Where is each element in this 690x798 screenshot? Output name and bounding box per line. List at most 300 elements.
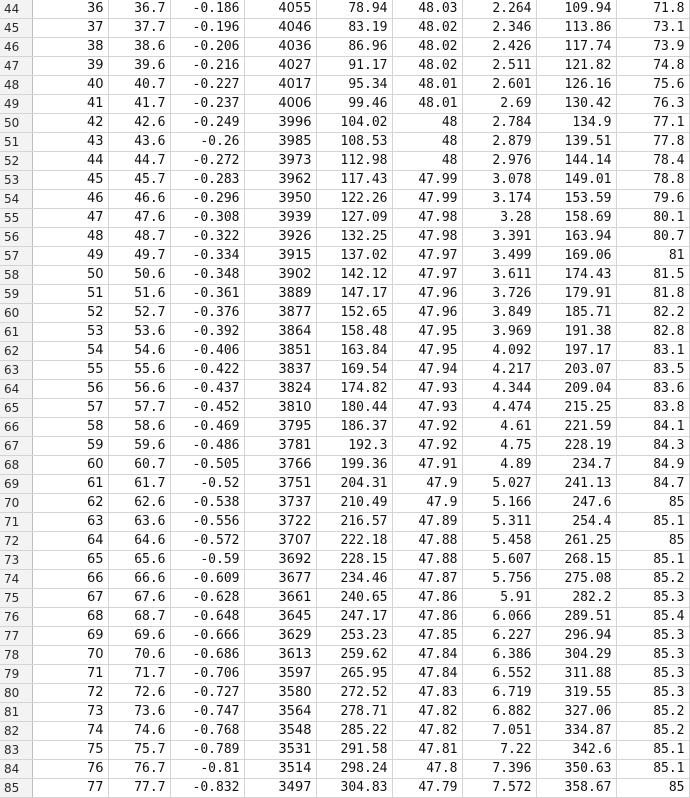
table-cell[interactable]: 3722 xyxy=(244,513,316,532)
table-cell[interactable]: 350.63 xyxy=(536,760,616,779)
table-cell[interactable]: 75.7 xyxy=(108,741,170,760)
table-cell[interactable]: 85.2 xyxy=(616,722,689,741)
table-cell[interactable]: -0.59 xyxy=(170,551,244,570)
table-cell[interactable]: 158.69 xyxy=(536,209,616,228)
table-cell[interactable]: 2.879 xyxy=(462,133,536,152)
row-header[interactable]: 54 xyxy=(0,190,32,209)
table-cell[interactable]: 163.84 xyxy=(316,342,392,361)
table-cell[interactable]: 261.25 xyxy=(536,532,616,551)
table-cell[interactable]: 3.969 xyxy=(462,323,536,342)
table-cell[interactable]: 3514 xyxy=(244,760,316,779)
table-cell[interactable]: 48.01 xyxy=(392,95,462,114)
table-cell[interactable]: 3973 xyxy=(244,152,316,171)
row-header[interactable]: 76 xyxy=(0,608,32,627)
table-cell[interactable]: -0.832 xyxy=(170,779,244,798)
table-cell[interactable]: 85.1 xyxy=(616,760,689,779)
table-cell[interactable]: 47.97 xyxy=(392,247,462,266)
table-cell[interactable]: 3877 xyxy=(244,304,316,323)
table-cell[interactable]: 58.6 xyxy=(108,418,170,437)
table-cell[interactable]: 342.6 xyxy=(536,741,616,760)
table-cell[interactable]: 52.7 xyxy=(108,304,170,323)
table-cell[interactable]: 47.79 xyxy=(392,779,462,798)
table-cell[interactable]: 191.38 xyxy=(536,323,616,342)
table-cell[interactable]: 3597 xyxy=(244,665,316,684)
row-header[interactable]: 52 xyxy=(0,152,32,171)
table-cell[interactable]: 282.2 xyxy=(536,589,616,608)
table-cell[interactable]: 6.552 xyxy=(462,665,536,684)
table-cell[interactable]: 241.13 xyxy=(536,475,616,494)
table-cell[interactable]: 3902 xyxy=(244,266,316,285)
table-cell[interactable]: 47.97 xyxy=(392,266,462,285)
table-cell[interactable]: -0.26 xyxy=(170,133,244,152)
table-cell[interactable]: 48.02 xyxy=(392,19,462,38)
table-cell[interactable]: 152.65 xyxy=(316,304,392,323)
table-cell[interactable]: 76.3 xyxy=(616,95,689,114)
table-cell[interactable]: 2.511 xyxy=(462,57,536,76)
table-cell[interactable]: 76 xyxy=(32,760,108,779)
table-cell[interactable]: 278.71 xyxy=(316,703,392,722)
row-header[interactable]: 71 xyxy=(0,513,32,532)
table-cell[interactable]: 186.37 xyxy=(316,418,392,437)
table-cell[interactable]: 204.31 xyxy=(316,475,392,494)
table-cell[interactable]: 50 xyxy=(32,266,108,285)
table-cell[interactable]: 47.99 xyxy=(392,190,462,209)
table-cell[interactable]: 40 xyxy=(32,76,108,95)
table-cell[interactable]: 47.96 xyxy=(392,285,462,304)
table-cell[interactable]: 240.65 xyxy=(316,589,392,608)
row-header[interactable]: 70 xyxy=(0,494,32,513)
table-cell[interactable]: 47.86 xyxy=(392,589,462,608)
table-cell[interactable]: 42.6 xyxy=(108,114,170,133)
table-cell[interactable]: 3.174 xyxy=(462,190,536,209)
table-cell[interactable]: 46.6 xyxy=(108,190,170,209)
table-cell[interactable]: 47.86 xyxy=(392,608,462,627)
table-cell[interactable]: 7.396 xyxy=(462,760,536,779)
table-cell[interactable]: 47.98 xyxy=(392,228,462,247)
table-cell[interactable]: 5.756 xyxy=(462,570,536,589)
table-cell[interactable]: 3864 xyxy=(244,323,316,342)
table-cell[interactable]: 49.7 xyxy=(108,247,170,266)
table-cell[interactable]: 4006 xyxy=(244,95,316,114)
table-cell[interactable]: 47.85 xyxy=(392,627,462,646)
table-cell[interactable]: 84.3 xyxy=(616,437,689,456)
table-cell[interactable]: -0.361 xyxy=(170,285,244,304)
table-cell[interactable]: 47.9 xyxy=(392,475,462,494)
row-header[interactable]: 84 xyxy=(0,760,32,779)
table-cell[interactable]: 47.8 xyxy=(392,760,462,779)
table-cell[interactable]: 73.9 xyxy=(616,38,689,57)
table-cell[interactable]: 6.066 xyxy=(462,608,536,627)
table-cell[interactable]: 55 xyxy=(32,361,108,380)
table-cell[interactable]: 319.55 xyxy=(536,684,616,703)
table-cell[interactable]: 199.36 xyxy=(316,456,392,475)
table-cell[interactable]: 69.6 xyxy=(108,627,170,646)
table-cell[interactable]: 85.3 xyxy=(616,665,689,684)
table-cell[interactable]: 3751 xyxy=(244,475,316,494)
row-header[interactable]: 82 xyxy=(0,722,32,741)
row-header[interactable]: 46 xyxy=(0,38,32,57)
table-cell[interactable]: 47.84 xyxy=(392,646,462,665)
table-cell[interactable]: 4055 xyxy=(244,0,316,19)
table-cell[interactable]: -0.572 xyxy=(170,532,244,551)
table-cell[interactable]: 84.1 xyxy=(616,418,689,437)
table-cell[interactable]: 47.9 xyxy=(392,494,462,513)
table-cell[interactable]: 4017 xyxy=(244,76,316,95)
table-cell[interactable]: 83.6 xyxy=(616,380,689,399)
table-cell[interactable]: 85.3 xyxy=(616,589,689,608)
table-cell[interactable]: 3915 xyxy=(244,247,316,266)
table-cell[interactable]: -0.538 xyxy=(170,494,244,513)
table-cell[interactable]: -0.406 xyxy=(170,342,244,361)
table-cell[interactable]: -0.706 xyxy=(170,665,244,684)
table-cell[interactable]: 47.98 xyxy=(392,209,462,228)
table-cell[interactable]: 77 xyxy=(32,779,108,798)
table-cell[interactable]: 75 xyxy=(32,741,108,760)
table-cell[interactable]: 47.93 xyxy=(392,380,462,399)
table-cell[interactable]: -0.628 xyxy=(170,589,244,608)
table-cell[interactable]: -0.249 xyxy=(170,114,244,133)
table-cell[interactable]: 108.53 xyxy=(316,133,392,152)
table-cell[interactable]: -0.556 xyxy=(170,513,244,532)
table-cell[interactable]: 53 xyxy=(32,323,108,342)
table-cell[interactable]: 4.474 xyxy=(462,399,536,418)
row-header[interactable]: 81 xyxy=(0,703,32,722)
row-header[interactable]: 68 xyxy=(0,456,32,475)
table-cell[interactable]: 3661 xyxy=(244,589,316,608)
table-cell[interactable]: 37 xyxy=(32,19,108,38)
table-cell[interactable]: -0.666 xyxy=(170,627,244,646)
table-cell[interactable]: 78.4 xyxy=(616,152,689,171)
table-cell[interactable]: 3795 xyxy=(244,418,316,437)
table-cell[interactable]: 57.7 xyxy=(108,399,170,418)
table-cell[interactable]: 147.17 xyxy=(316,285,392,304)
table-cell[interactable]: -0.768 xyxy=(170,722,244,741)
table-cell[interactable]: 272.52 xyxy=(316,684,392,703)
table-cell[interactable]: 3629 xyxy=(244,627,316,646)
table-cell[interactable]: 71.7 xyxy=(108,665,170,684)
table-cell[interactable]: -0.437 xyxy=(170,380,244,399)
table-cell[interactable]: 153.59 xyxy=(536,190,616,209)
row-header[interactable]: 51 xyxy=(0,133,32,152)
table-cell[interactable]: 3707 xyxy=(244,532,316,551)
table-cell[interactable]: 185.71 xyxy=(536,304,616,323)
table-cell[interactable]: -0.392 xyxy=(170,323,244,342)
table-cell[interactable]: -0.52 xyxy=(170,475,244,494)
table-cell[interactable]: 60 xyxy=(32,456,108,475)
table-cell[interactable]: 67 xyxy=(32,589,108,608)
table-cell[interactable]: 259.62 xyxy=(316,646,392,665)
table-cell[interactable]: -0.376 xyxy=(170,304,244,323)
table-cell[interactable]: 47.92 xyxy=(392,437,462,456)
table-cell[interactable]: 222.18 xyxy=(316,532,392,551)
table-cell[interactable]: 48.7 xyxy=(108,228,170,247)
table-cell[interactable]: 296.94 xyxy=(536,627,616,646)
table-cell[interactable]: -0.348 xyxy=(170,266,244,285)
table-cell[interactable]: 2.69 xyxy=(462,95,536,114)
table-cell[interactable]: 52 xyxy=(32,304,108,323)
row-header[interactable]: 53 xyxy=(0,171,32,190)
table-cell[interactable]: 70.6 xyxy=(108,646,170,665)
row-header[interactable]: 44 xyxy=(0,0,32,19)
table-cell[interactable]: 59.6 xyxy=(108,437,170,456)
table-cell[interactable]: 6.386 xyxy=(462,646,536,665)
table-cell[interactable]: 304.29 xyxy=(536,646,616,665)
table-cell[interactable]: 47.87 xyxy=(392,570,462,589)
table-cell[interactable]: 3737 xyxy=(244,494,316,513)
table-cell[interactable]: 83.8 xyxy=(616,399,689,418)
table-cell[interactable]: 79.6 xyxy=(616,190,689,209)
table-cell[interactable]: 234.7 xyxy=(536,456,616,475)
row-header[interactable]: 85 xyxy=(0,779,32,798)
table-cell[interactable]: 76.7 xyxy=(108,760,170,779)
table-cell[interactable]: 4.89 xyxy=(462,456,536,475)
table-cell[interactable]: 48.01 xyxy=(392,76,462,95)
row-header[interactable]: 79 xyxy=(0,665,32,684)
row-header[interactable]: 65 xyxy=(0,399,32,418)
table-cell[interactable]: 3692 xyxy=(244,551,316,570)
table-cell[interactable]: -0.334 xyxy=(170,247,244,266)
table-cell[interactable]: 327.06 xyxy=(536,703,616,722)
table-cell[interactable]: 62.6 xyxy=(108,494,170,513)
table-cell[interactable]: 48 xyxy=(392,133,462,152)
table-cell[interactable]: 3564 xyxy=(244,703,316,722)
table-cell[interactable]: 174.82 xyxy=(316,380,392,399)
table-cell[interactable]: 215.25 xyxy=(536,399,616,418)
table-cell[interactable]: -0.686 xyxy=(170,646,244,665)
table-cell[interactable]: 2.426 xyxy=(462,38,536,57)
table-cell[interactable]: 71.8 xyxy=(616,0,689,19)
table-cell[interactable]: 84.7 xyxy=(616,475,689,494)
table-cell[interactable]: 3.499 xyxy=(462,247,536,266)
table-cell[interactable]: 43 xyxy=(32,133,108,152)
table-cell[interactable]: 3985 xyxy=(244,133,316,152)
table-cell[interactable]: -0.322 xyxy=(170,228,244,247)
table-cell[interactable]: 3810 xyxy=(244,399,316,418)
table-cell[interactable]: 91.17 xyxy=(316,57,392,76)
table-cell[interactable]: 65.6 xyxy=(108,551,170,570)
table-cell[interactable]: 5.027 xyxy=(462,475,536,494)
table-cell[interactable]: -0.216 xyxy=(170,57,244,76)
table-cell[interactable]: 47.99 xyxy=(392,171,462,190)
table-cell[interactable]: 64 xyxy=(32,532,108,551)
table-cell[interactable]: 169.54 xyxy=(316,361,392,380)
table-cell[interactable]: 40.7 xyxy=(108,76,170,95)
table-cell[interactable]: 58 xyxy=(32,418,108,437)
table-cell[interactable]: 80.1 xyxy=(616,209,689,228)
row-header[interactable]: 66 xyxy=(0,418,32,437)
table-cell[interactable]: 47.96 xyxy=(392,304,462,323)
table-cell[interactable]: 56 xyxy=(32,380,108,399)
table-cell[interactable]: 3837 xyxy=(244,361,316,380)
row-header[interactable]: 67 xyxy=(0,437,32,456)
table-cell[interactable]: -0.469 xyxy=(170,418,244,437)
table-cell[interactable]: 42 xyxy=(32,114,108,133)
row-header[interactable]: 59 xyxy=(0,285,32,304)
table-cell[interactable]: 113.86 xyxy=(536,19,616,38)
table-cell[interactable]: 3.28 xyxy=(462,209,536,228)
table-cell[interactable]: 45.7 xyxy=(108,171,170,190)
table-cell[interactable]: 54.6 xyxy=(108,342,170,361)
table-cell[interactable]: 38.6 xyxy=(108,38,170,57)
row-header[interactable]: 50 xyxy=(0,114,32,133)
table-cell[interactable]: 70 xyxy=(32,646,108,665)
table-cell[interactable]: 81.8 xyxy=(616,285,689,304)
table-cell[interactable]: 68 xyxy=(32,608,108,627)
table-cell[interactable]: 47.83 xyxy=(392,684,462,703)
table-cell[interactable]: -0.206 xyxy=(170,38,244,57)
table-cell[interactable]: 68.7 xyxy=(108,608,170,627)
table-cell[interactable]: 3950 xyxy=(244,190,316,209)
table-cell[interactable]: 2.784 xyxy=(462,114,536,133)
table-cell[interactable]: 180.44 xyxy=(316,399,392,418)
table-cell[interactable]: 85.1 xyxy=(616,513,689,532)
table-cell[interactable]: -0.308 xyxy=(170,209,244,228)
table-cell[interactable]: 85.4 xyxy=(616,608,689,627)
table-cell[interactable]: 247.17 xyxy=(316,608,392,627)
table-cell[interactable]: -0.283 xyxy=(170,171,244,190)
table-cell[interactable]: 285.22 xyxy=(316,722,392,741)
table-cell[interactable]: 334.87 xyxy=(536,722,616,741)
table-cell[interactable]: 41 xyxy=(32,95,108,114)
table-cell[interactable]: 169.06 xyxy=(536,247,616,266)
table-cell[interactable]: 126.16 xyxy=(536,76,616,95)
table-cell[interactable]: 5.166 xyxy=(462,494,536,513)
table-cell[interactable]: 46 xyxy=(32,190,108,209)
table-cell[interactable]: 4046 xyxy=(244,19,316,38)
table-cell[interactable]: 47.89 xyxy=(392,513,462,532)
table-cell[interactable]: 268.15 xyxy=(536,551,616,570)
table-cell[interactable]: 60.7 xyxy=(108,456,170,475)
table-cell[interactable]: 43.6 xyxy=(108,133,170,152)
table-cell[interactable]: 67.6 xyxy=(108,589,170,608)
table-cell[interactable]: 69 xyxy=(32,627,108,646)
table-cell[interactable]: 81 xyxy=(616,247,689,266)
table-cell[interactable]: -0.789 xyxy=(170,741,244,760)
table-cell[interactable]: 82.8 xyxy=(616,323,689,342)
row-header[interactable]: 78 xyxy=(0,646,32,665)
table-cell[interactable]: 47.95 xyxy=(392,342,462,361)
table-cell[interactable]: 66.6 xyxy=(108,570,170,589)
table-cell[interactable]: 62 xyxy=(32,494,108,513)
table-cell[interactable]: 47.81 xyxy=(392,741,462,760)
table-cell[interactable]: 3766 xyxy=(244,456,316,475)
row-header[interactable]: 62 xyxy=(0,342,32,361)
table-cell[interactable]: -0.196 xyxy=(170,19,244,38)
row-header[interactable]: 72 xyxy=(0,532,32,551)
table-cell[interactable]: 56.6 xyxy=(108,380,170,399)
row-header[interactable]: 45 xyxy=(0,19,32,38)
table-cell[interactable]: 41.7 xyxy=(108,95,170,114)
table-cell[interactable]: 3531 xyxy=(244,741,316,760)
row-header[interactable]: 58 xyxy=(0,266,32,285)
table-cell[interactable]: 63 xyxy=(32,513,108,532)
table-cell[interactable]: -0.648 xyxy=(170,608,244,627)
table-cell[interactable]: 3.391 xyxy=(462,228,536,247)
table-cell[interactable]: 39.6 xyxy=(108,57,170,76)
table-cell[interactable]: 48 xyxy=(392,152,462,171)
table-cell[interactable]: 121.82 xyxy=(536,57,616,76)
table-cell[interactable]: 74 xyxy=(32,722,108,741)
table-cell[interactable]: 73 xyxy=(32,703,108,722)
table-cell[interactable]: 3613 xyxy=(244,646,316,665)
row-header[interactable]: 63 xyxy=(0,361,32,380)
table-cell[interactable]: 3580 xyxy=(244,684,316,703)
table-cell[interactable]: 134.9 xyxy=(536,114,616,133)
table-cell[interactable]: 47.93 xyxy=(392,399,462,418)
table-cell[interactable]: -0.452 xyxy=(170,399,244,418)
table-cell[interactable]: 53.6 xyxy=(108,323,170,342)
table-cell[interactable]: 144.14 xyxy=(536,152,616,171)
table-cell[interactable]: 4027 xyxy=(244,57,316,76)
table-cell[interactable]: 48.03 xyxy=(392,0,462,19)
table-cell[interactable]: 289.51 xyxy=(536,608,616,627)
table-cell[interactable]: 4.217 xyxy=(462,361,536,380)
table-cell[interactable]: 5.607 xyxy=(462,551,536,570)
table-cell[interactable]: 5.91 xyxy=(462,589,536,608)
table-cell[interactable]: 73.6 xyxy=(108,703,170,722)
row-header[interactable]: 80 xyxy=(0,684,32,703)
table-cell[interactable]: 45 xyxy=(32,171,108,190)
table-cell[interactable]: 50.6 xyxy=(108,266,170,285)
table-cell[interactable]: 85.1 xyxy=(616,551,689,570)
table-cell[interactable]: 95.34 xyxy=(316,76,392,95)
table-cell[interactable]: 55.6 xyxy=(108,361,170,380)
row-header[interactable]: 83 xyxy=(0,741,32,760)
table-cell[interactable]: 80.7 xyxy=(616,228,689,247)
table-cell[interactable]: 48.02 xyxy=(392,38,462,57)
row-header[interactable]: 60 xyxy=(0,304,32,323)
table-cell[interactable]: 6.227 xyxy=(462,627,536,646)
table-cell[interactable]: 47.92 xyxy=(392,418,462,437)
table-cell[interactable]: -0.237 xyxy=(170,95,244,114)
table-cell[interactable]: 99.46 xyxy=(316,95,392,114)
table-cell[interactable]: 39 xyxy=(32,57,108,76)
row-header[interactable]: 69 xyxy=(0,475,32,494)
table-cell[interactable]: 3781 xyxy=(244,437,316,456)
table-cell[interactable]: 47.94 xyxy=(392,361,462,380)
row-header[interactable]: 74 xyxy=(0,570,32,589)
table-cell[interactable]: 85.3 xyxy=(616,646,689,665)
table-cell[interactable]: 74.8 xyxy=(616,57,689,76)
table-cell[interactable]: 85 xyxy=(616,779,689,798)
table-cell[interactable]: 137.02 xyxy=(316,247,392,266)
table-cell[interactable]: 5.458 xyxy=(462,532,536,551)
table-cell[interactable]: -0.272 xyxy=(170,152,244,171)
table-cell[interactable]: 57 xyxy=(32,399,108,418)
table-cell[interactable]: 311.88 xyxy=(536,665,616,684)
table-cell[interactable]: 47.82 xyxy=(392,722,462,741)
table-cell[interactable]: 83.5 xyxy=(616,361,689,380)
table-cell[interactable]: -0.81 xyxy=(170,760,244,779)
table-cell[interactable]: 47.88 xyxy=(392,551,462,570)
table-cell[interactable]: 82.2 xyxy=(616,304,689,323)
table-cell[interactable]: 265.95 xyxy=(316,665,392,684)
row-header[interactable]: 61 xyxy=(0,323,32,342)
table-cell[interactable]: 127.09 xyxy=(316,209,392,228)
table-cell[interactable]: 38 xyxy=(32,38,108,57)
table-cell[interactable]: 130.42 xyxy=(536,95,616,114)
table-cell[interactable]: 3962 xyxy=(244,171,316,190)
table-cell[interactable]: 85 xyxy=(616,532,689,551)
table-cell[interactable]: 216.57 xyxy=(316,513,392,532)
table-cell[interactable]: 3824 xyxy=(244,380,316,399)
table-cell[interactable]: 3645 xyxy=(244,608,316,627)
table-cell[interactable]: -0.296 xyxy=(170,190,244,209)
table-cell[interactable]: 81.5 xyxy=(616,266,689,285)
table-cell[interactable]: 3677 xyxy=(244,570,316,589)
table-cell[interactable]: 47.95 xyxy=(392,323,462,342)
table-cell[interactable]: 85.2 xyxy=(616,703,689,722)
